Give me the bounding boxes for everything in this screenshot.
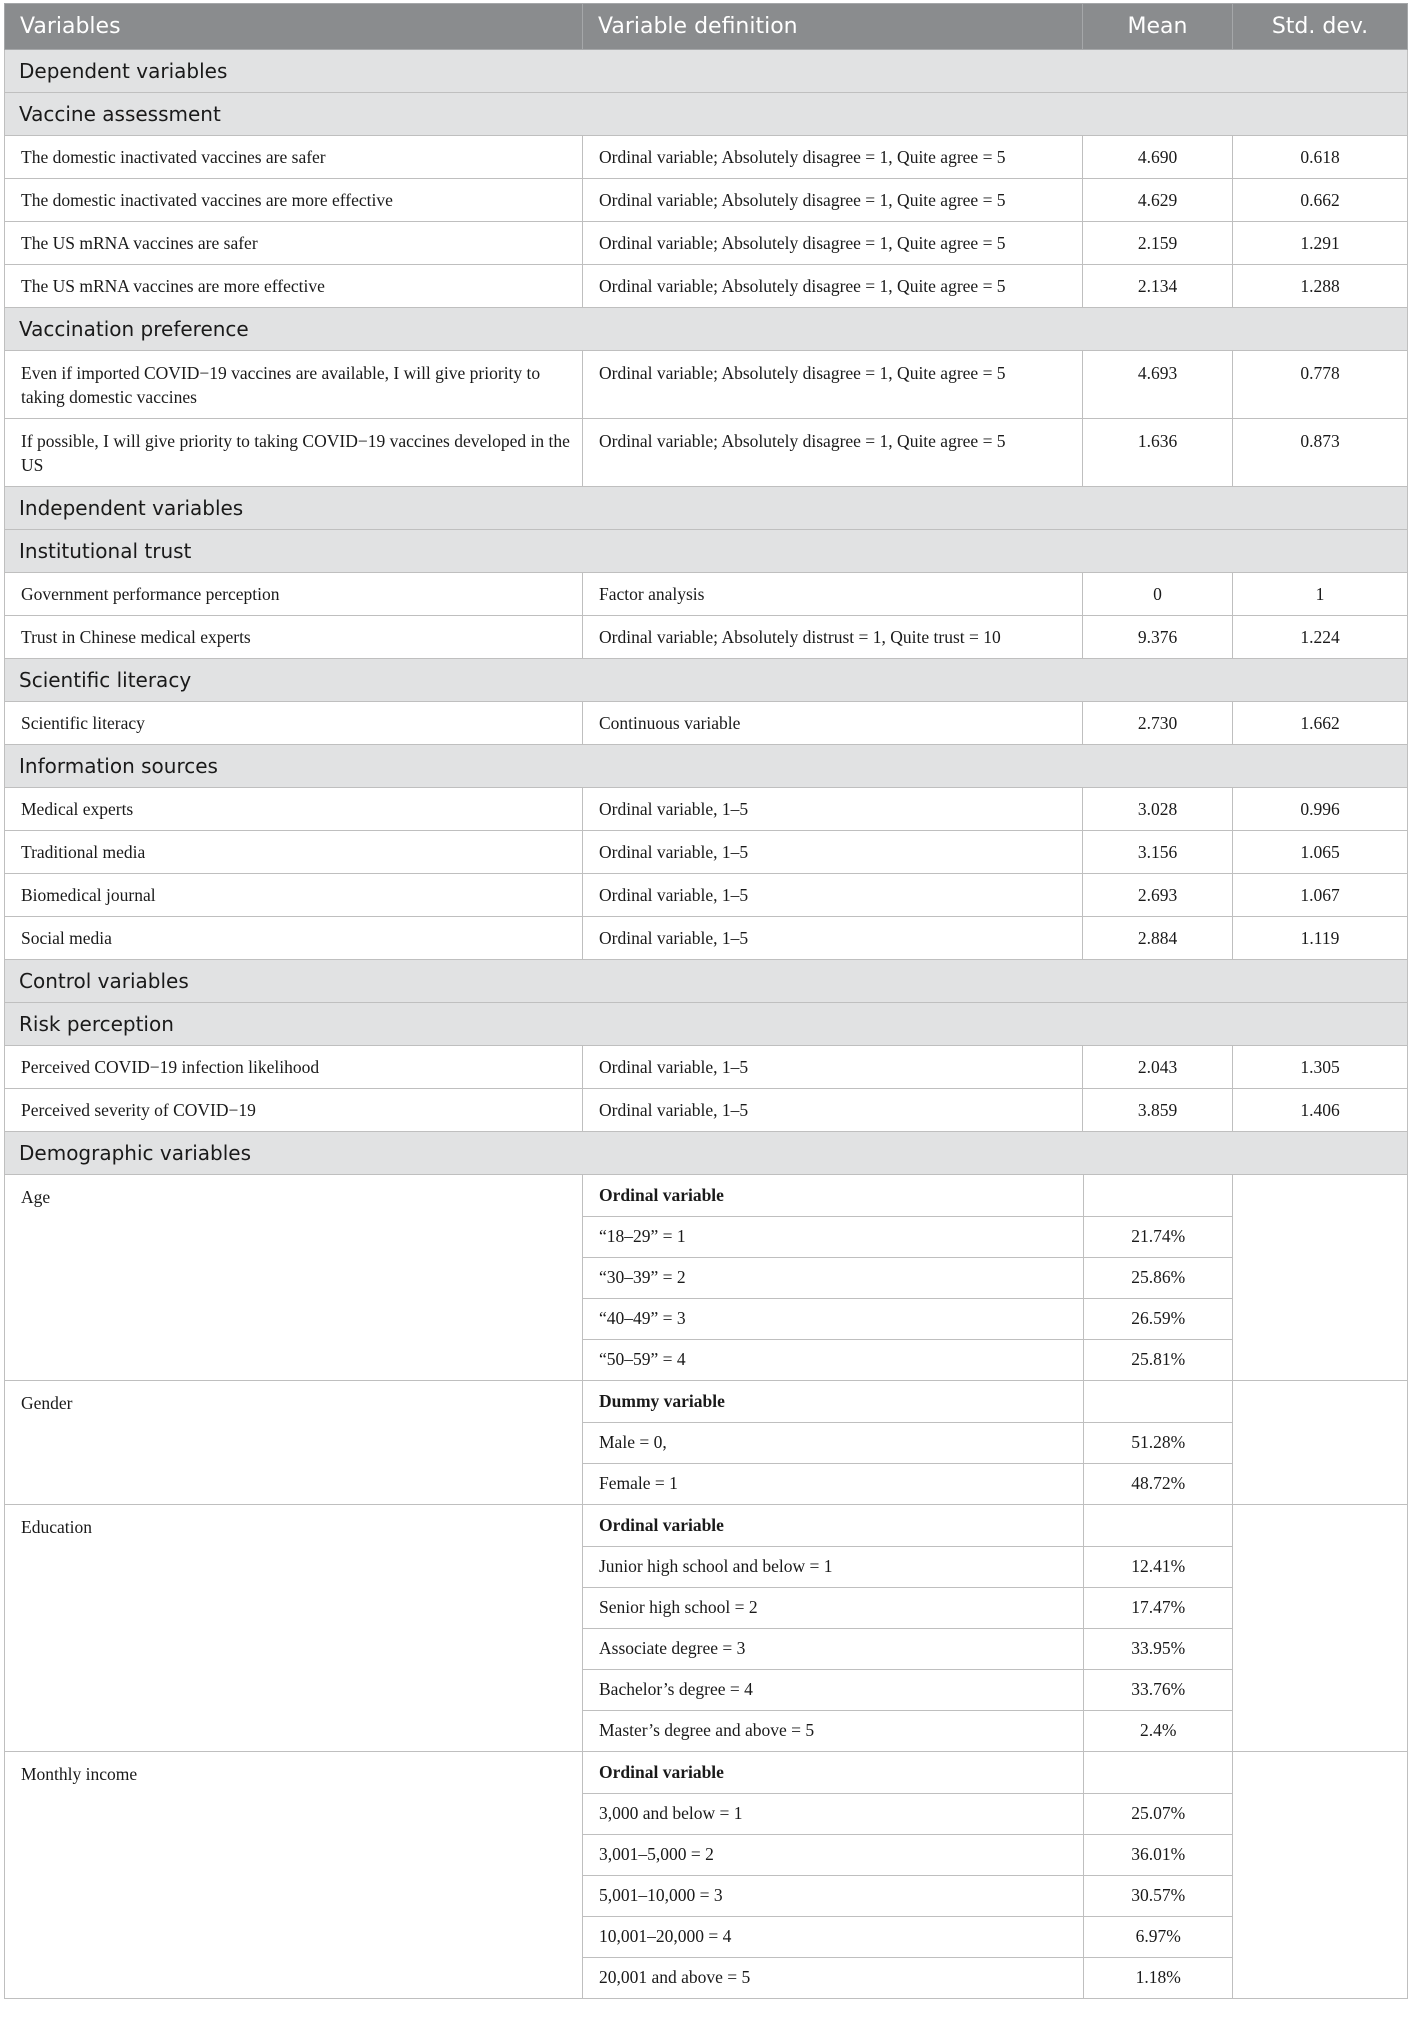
demographic-empty-cell [1233, 1175, 1408, 1381]
sub-type: Ordinal variable [583, 1752, 1083, 1793]
row-mean: 2.730 [1083, 702, 1233, 745]
row-name: Medical experts [5, 788, 583, 831]
row-definition: Ordinal variable, 1–5 [583, 1089, 1083, 1132]
sub-def: Master’s degree and above = 5 [599, 1720, 815, 1741]
sub-pct: 48.72% [1083, 1463, 1233, 1504]
sub-row [583, 1916, 1233, 1957]
section-row [5, 487, 1408, 530]
demographic-label: Education [5, 1505, 583, 1752]
demographic-empty-cell [1233, 1752, 1408, 1999]
sub-row [583, 1257, 1233, 1298]
demographic-label: Gender [5, 1381, 583, 1505]
row-definition: Ordinal variable; Absolutely disagree = 1, Quite agree = 5 [583, 179, 1083, 222]
sub-row [583, 1463, 1233, 1504]
sub-pct: 30.57% [1083, 1875, 1233, 1916]
demographic-subtable-cell [583, 1175, 1233, 1381]
sub-type: Dummy variable [583, 1381, 1083, 1422]
row-definition: Ordinal variable, 1–5 [583, 788, 1083, 831]
sub-pct: 33.95% [1083, 1628, 1233, 1669]
section-scientific-literacy: Scientific literacy [5, 659, 1408, 702]
sub-pct [1083, 1175, 1233, 1216]
sub-pct [1083, 1381, 1233, 1422]
demographic-subtable-cell [583, 1752, 1233, 1999]
row-sd: 1.305 [1233, 1046, 1408, 1089]
demographic-empty-cell [1233, 1505, 1408, 1752]
demographic-subtable-cell [583, 1505, 1233, 1752]
sub-def: Senior high school = 2 [583, 1587, 1083, 1628]
sub-def: 3,000 and below = 1 [583, 1793, 1083, 1834]
row-sd: 1 [1233, 573, 1408, 616]
section-row [5, 50, 1408, 93]
sub-row [583, 1834, 1233, 1875]
sub-pct: 26.59% [1083, 1298, 1233, 1339]
sub-def: “18–29” = 1 [583, 1216, 1083, 1257]
sub-pct: 51.28% [1083, 1422, 1233, 1463]
section-row [5, 745, 1408, 788]
sub-pct: 17.47% [1083, 1587, 1233, 1628]
table-row [5, 419, 1408, 487]
sub-row [583, 1381, 1233, 1422]
row-mean: 2.159 [1083, 222, 1233, 265]
row-mean: 3.028 [1083, 788, 1233, 831]
row-name: Scientific literacy [5, 702, 583, 745]
demographic-row-gender [5, 1381, 1408, 1505]
section-row [5, 1003, 1408, 1046]
demographic-subtable-cell [583, 1381, 1233, 1505]
header-std-dev: Std. dev. [1233, 4, 1408, 50]
sub-row [583, 1505, 1233, 1546]
table-row [5, 573, 1408, 616]
section-row [5, 659, 1408, 702]
demographic-row-education [5, 1505, 1408, 1752]
row-sd: 0.662 [1233, 179, 1408, 222]
row-definition: Ordinal variable; Absolutely disagree = 1, Quite agree = 5 [583, 136, 1083, 179]
row-name: Traditional media [5, 831, 583, 874]
sub-row [583, 1175, 1233, 1216]
demographic-subtable [583, 1175, 1233, 1380]
row-name: Even if imported COVID−19 vaccines are available, I will give priority to taking domestic vaccines [5, 351, 583, 419]
section-institutional-trust: Institutional trust [5, 530, 1408, 573]
row-mean: 3.156 [1083, 831, 1233, 874]
table-row [5, 136, 1408, 179]
sub-pct: 21.74% [1083, 1216, 1233, 1257]
row-sd: 0.618 [1233, 136, 1408, 179]
sub-def: Female = 1 [599, 1473, 678, 1494]
variables-table-container [4, 3, 1408, 1999]
row-definition: Ordinal variable; Absolutely disagree = 1, Quite agree = 5 [583, 351, 1083, 419]
row-name: The domestic inactivated vaccines are more effective [5, 179, 583, 222]
section-row [5, 308, 1408, 351]
section-risk-perception: Risk perception [5, 1003, 1408, 1046]
section-row [5, 93, 1408, 136]
row-name: Social media [5, 917, 583, 960]
demographic-empty-cell [1233, 1381, 1408, 1505]
table-row [5, 179, 1408, 222]
row-name: Trust in Chinese medical experts [5, 616, 583, 659]
row-name: The US mRNA vaccines are more effective [5, 265, 583, 308]
sub-pct: 25.81% [1083, 1339, 1233, 1380]
sub-def: Male = 0, [583, 1422, 1083, 1463]
sub-def: 20,001 and above = 5 [599, 1967, 751, 1988]
sub-def: Junior high school and below = 1 [583, 1546, 1083, 1587]
row-sd: 1.067 [1233, 874, 1408, 917]
sub-row [583, 1546, 1233, 1587]
table-row [5, 222, 1408, 265]
sub-def: Bachelor’s degree = 4 [583, 1669, 1083, 1710]
row-mean: 9.376 [1083, 616, 1233, 659]
row-mean: 2.884 [1083, 917, 1233, 960]
row-sd: 0.873 [1233, 419, 1408, 487]
section-independent: Independent variables [5, 487, 1408, 530]
table-row [5, 1046, 1408, 1089]
table-row [5, 788, 1408, 831]
sub-pct: 36.01% [1083, 1834, 1233, 1875]
row-name: Government performance perception [5, 573, 583, 616]
row-name: Biomedical journal [5, 874, 583, 917]
row-sd: 1.224 [1233, 616, 1408, 659]
sub-row [583, 1752, 1233, 1793]
section-control: Control variables [5, 960, 1408, 1003]
row-mean: 0 [1083, 573, 1233, 616]
sub-row [583, 1422, 1233, 1463]
section-row [5, 530, 1408, 573]
row-name: Perceived COVID−19 infection likelihood [5, 1046, 583, 1089]
row-sd: 0.996 [1233, 788, 1408, 831]
row-sd: 1.065 [1233, 831, 1408, 874]
section-row [5, 960, 1408, 1003]
row-definition: Ordinal variable; Absolutely disagree = 1, Quite agree = 5 [583, 419, 1083, 487]
demographic-row-income [5, 1752, 1408, 1999]
table-row [5, 702, 1408, 745]
row-sd: 1.291 [1233, 222, 1408, 265]
sub-type: Ordinal variable [583, 1175, 1083, 1216]
demographic-label: Age [5, 1175, 583, 1381]
table-row [5, 831, 1408, 874]
row-mean: 2.693 [1083, 874, 1233, 917]
sub-row [583, 1216, 1233, 1257]
row-sd: 1.662 [1233, 702, 1408, 745]
sub-row [583, 1628, 1233, 1669]
sub-row [583, 1339, 1233, 1380]
row-definition: Ordinal variable; Absolutely disagree = 1, Quite agree = 5 [583, 222, 1083, 265]
row-sd: 1.119 [1233, 917, 1408, 960]
row-definition: Ordinal variable, 1–5 [583, 831, 1083, 874]
row-definition: Ordinal variable, 1–5 [583, 874, 1083, 917]
row-definition: Continuous variable [583, 702, 1083, 745]
sub-def: “50–59” = 4 [599, 1349, 686, 1370]
sub-pct: 12.41% [1083, 1546, 1233, 1587]
row-name: If possible, I will give priority to taking COVID−19 vaccines developed in the US [5, 419, 583, 487]
row-mean: 1.636 [1083, 419, 1233, 487]
section-vaccination-preference: Vaccination preference [5, 308, 1408, 351]
demographic-subtable [583, 1381, 1233, 1504]
table-row [5, 616, 1408, 659]
row-name: The domestic inactivated vaccines are safer [5, 136, 583, 179]
row-name: The US mRNA vaccines are safer [5, 222, 583, 265]
sub-def: 3,001–5,000 = 2 [583, 1834, 1083, 1875]
demographic-subtable [583, 1752, 1233, 1998]
row-name: Perceived severity of COVID−19 [5, 1089, 583, 1132]
sub-row [583, 1957, 1233, 1998]
sub-row [583, 1875, 1233, 1916]
row-definition: Ordinal variable; Absolutely disagree = 1, Quite agree = 5 [583, 265, 1083, 308]
sub-pct [1083, 1752, 1233, 1793]
row-mean: 2.043 [1083, 1046, 1233, 1089]
demographic-subtable [583, 1505, 1233, 1751]
table-header-row [5, 4, 1408, 50]
row-sd: 1.406 [1233, 1089, 1408, 1132]
sub-def: Associate degree = 3 [583, 1628, 1083, 1669]
sub-pct: 2.4% [1083, 1710, 1233, 1751]
row-sd: 1.288 [1233, 265, 1408, 308]
row-mean: 2.134 [1083, 265, 1233, 308]
sub-row [583, 1298, 1233, 1339]
table-row [5, 874, 1408, 917]
section-dependent: Dependent variables [5, 50, 1408, 93]
section-vaccine-assessment: Vaccine assessment [5, 93, 1408, 136]
sub-pct: 25.07% [1083, 1793, 1233, 1834]
demographic-label: Monthly income [5, 1752, 583, 1999]
sub-pct: 33.76% [1083, 1669, 1233, 1710]
sub-def: 5,001–10,000 = 3 [583, 1875, 1083, 1916]
sub-pct: 6.97% [1083, 1916, 1233, 1957]
sub-def: 10,001–20,000 = 4 [583, 1916, 1083, 1957]
variables-table [4, 3, 1408, 1999]
section-demographic: Demographic variables [5, 1132, 1408, 1175]
header-variables: Variables [5, 4, 583, 50]
table-row [5, 917, 1408, 960]
table-row [5, 1089, 1408, 1132]
row-definition: Ordinal variable; Absolutely distrust = 1, Quite trust = 10 [583, 616, 1083, 659]
row-definition: Factor analysis [583, 573, 1083, 616]
section-row [5, 1132, 1408, 1175]
sub-pct [1083, 1505, 1233, 1546]
row-definition: Ordinal variable, 1–5 [583, 917, 1083, 960]
row-definition: Ordinal variable, 1–5 [583, 1046, 1083, 1089]
sub-def: “30–39” = 2 [583, 1257, 1083, 1298]
sub-def: “40–49” = 3 [583, 1298, 1083, 1339]
row-sd: 0.778 [1233, 351, 1408, 419]
sub-type: Ordinal variable [583, 1505, 1083, 1546]
table-row [5, 265, 1408, 308]
sub-pct: 25.86% [1083, 1257, 1233, 1298]
row-mean: 4.690 [1083, 136, 1233, 179]
sub-row [583, 1669, 1233, 1710]
row-mean: 3.859 [1083, 1089, 1233, 1132]
sub-row [583, 1710, 1233, 1751]
sub-row [583, 1793, 1233, 1834]
header-mean: Mean [1083, 4, 1233, 50]
sub-row [583, 1587, 1233, 1628]
demographic-row-age [5, 1175, 1408, 1381]
row-mean: 4.693 [1083, 351, 1233, 419]
header-definition: Variable definition [583, 4, 1083, 50]
table-row [5, 351, 1408, 419]
sub-pct: 1.18% [1083, 1957, 1233, 1998]
section-information-sources: Information sources [5, 745, 1408, 788]
row-mean: 4.629 [1083, 179, 1233, 222]
